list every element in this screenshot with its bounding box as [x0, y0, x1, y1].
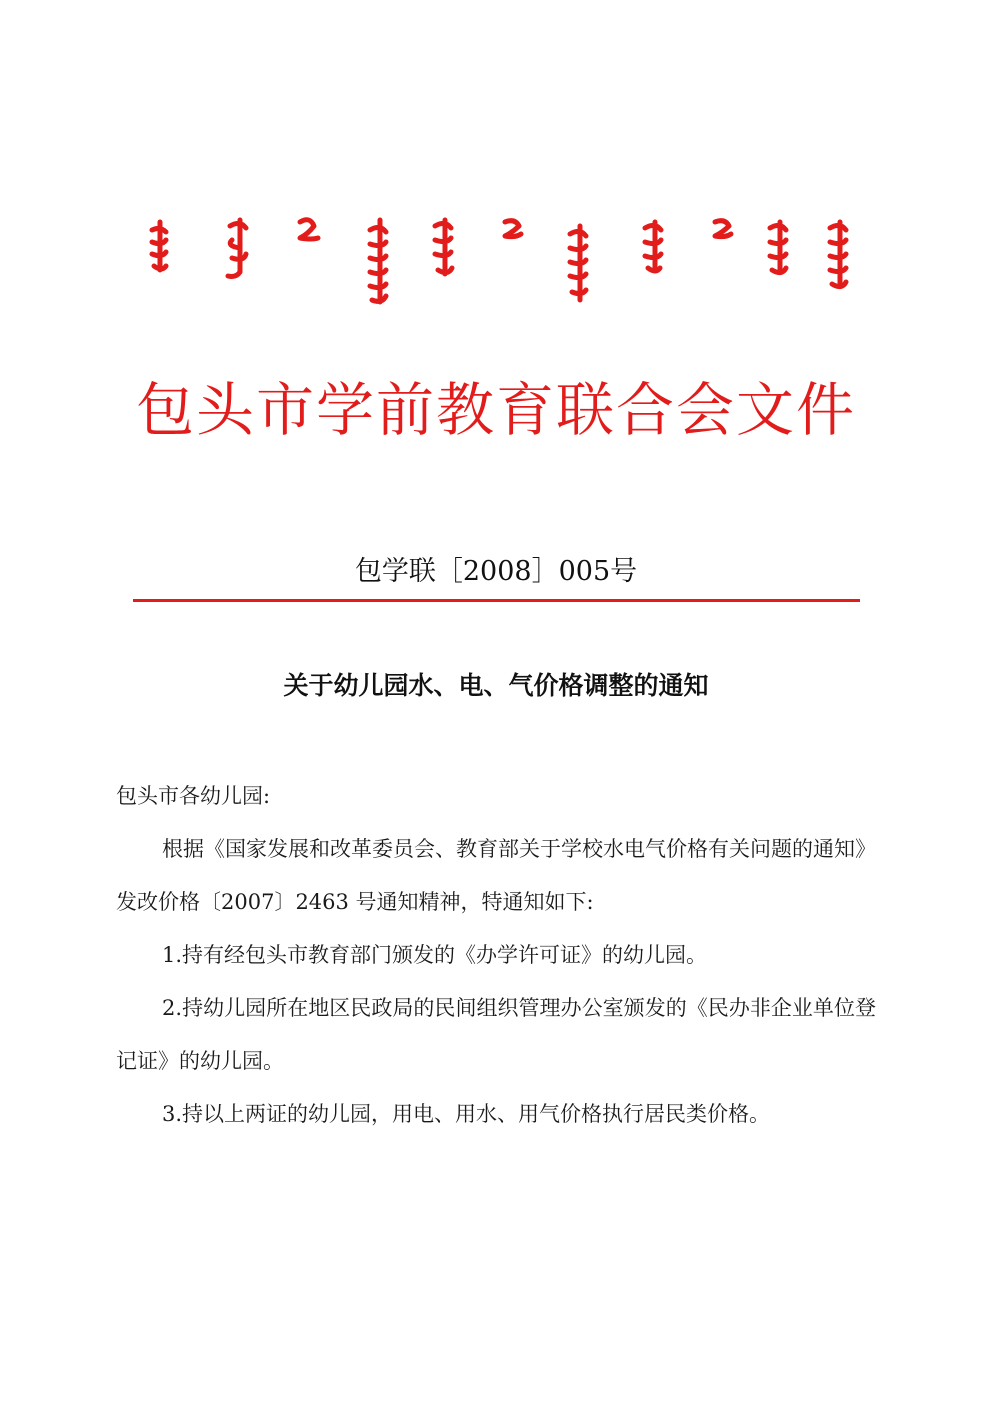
org-title: 包头市学前教育联合会文件	[135, 376, 856, 444]
paragraph: 根据《国家发展和改革委员会、教育部关于学校水电气价格有关问题的通知》发改价格〔2007〕2463 号通知精神，特通知如下:	[116, 837, 876, 914]
red-divider	[133, 599, 860, 602]
document-number: 包学联［2008］005号	[354, 556, 638, 587]
notice-title: 关于幼儿园水、电、气价格调整的通知	[283, 671, 709, 700]
notice-body	[116, 770, 876, 1141]
list-item: 1.持有经包头市教育部门颁发的《办学许可证》的幼儿园。	[162, 943, 708, 967]
mongolian-script-icon	[140, 212, 870, 312]
list-item: 3.持以上两证的幼儿园，用电、用水、用气价格执行居民类价格。	[162, 1102, 771, 1126]
list-item: 2.持幼儿园所在地区民政局的民间组织管理办公室颁发的《民办非企业单位登记证》的幼儿园。	[116, 996, 876, 1073]
mongolian-script-header	[140, 212, 870, 312]
salutation: 包头市各幼儿园:	[116, 784, 271, 808]
